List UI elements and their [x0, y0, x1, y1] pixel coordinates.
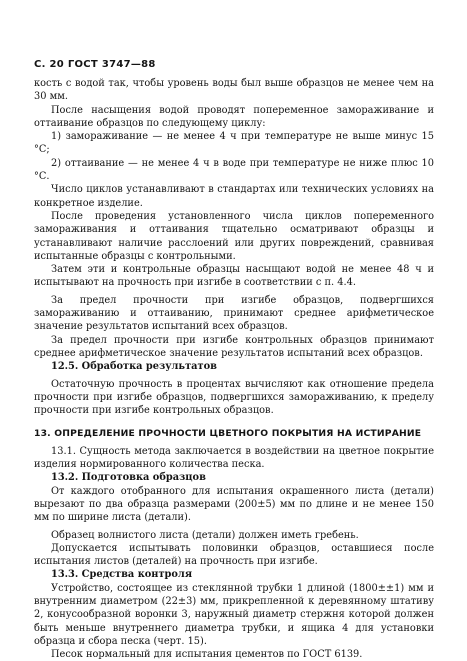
cycle-step-1: 1) замораживание — не менее 4 ч при температуре не выше минус 15 °С; [34, 131, 434, 156]
paragraph-6: За предел прочности при изгибе образцов, подвергшихся замораживанию и оттаиванию, принимают среднее арифметическое значение результатов испытаний всех образцов. [34, 294, 434, 333]
subheading-13-3: 13.3. Средства контроля [51, 569, 193, 581]
paragraph-13-1: 13.1. Сущность метода заключается в воздействии на цветное покрытие изделия нормированного количества песка. [34, 445, 434, 471]
paragraph-5: Затем эти и контрольные образцы насыщают водой не менее 48 ч и испытывают на прочность при изгибе в соответствии с п. 4.4. [34, 264, 434, 289]
section-heading-13: 13. ОПРЕДЕЛЕНИЕ ПРОЧНОСТИ ЦВЕТНОГО ПОКРЫТИЯ НА ИСТИРАНИЕ [34, 428, 422, 440]
paragraph-12: Устройство, состоящее из стеклянной трубки 1 длиной (1800±±1) мм и внутренним диаметром (22±3) мм, прикрепленной к деревянному штативу 2, конусообразной воронки 3, наружный диаметр стержня которой должен быть меньше внутреннего диаметра трубки, и ящика 4 для установки образца и сбора песка (черт. 15). [34, 582, 434, 647]
paragraph-1: кость с водой так, чтобы уровень воды был выше образцов не менее чем на 30 мм. [34, 78, 434, 103]
paragraph-10: Образец волнистого листа (детали) должен иметь гребень. [51, 529, 359, 541]
paragraph-3: Число циклов устанавливают в стандартах или технических условиях на конкретное изделие. [34, 184, 434, 209]
paragraph-4: После проведения установленного числа циклов попеременного замораживания и оттаивания тщательно осматривают образцы и устанавливают наличие расслоений или других повреждений, сравнивая испытанные образцы с контрольными. [34, 210, 434, 262]
cycle-step-2: 2) оттаивание — не менее 4 ч в воде при температуре не ниже плюс 10 °С. [34, 157, 434, 183]
subheading-13-2: 13.2. Подготовка образцов [51, 472, 206, 484]
paragraph-13: Песок нормальный для испытания цементов по ГОСТ 6139. [51, 649, 363, 661]
document-body [34, 77, 434, 661]
paragraph-9: От каждого отобранного для испытания окрашенного листа (детали) вырезают по два образца размерами (200±5) мм по длине и не менее 150 мм по ширине листа (детали). [34, 485, 434, 524]
paragraph-8: Остаточную прочность в процентах вычисляют как отношение предела прочности при изгибе образцов, подвергшихся замораживанию, к пределу прочности при изгибе контрольных образцов. [34, 378, 434, 417]
paragraph-2: После насыщения водой проводят попеременное замораживание и оттаивание образцов по следующему циклу: [34, 104, 434, 129]
paragraph-11: Допускается испытывать половинки образцов, оставшиеся после испытания листов (деталей) на прочность при изгибе. [34, 542, 434, 568]
page-header: С. 20 ГОСТ 3747—88 [34, 59, 156, 70]
subheading-12-5: 12.5. Обработка результатов [51, 361, 217, 373]
paragraph-7: За предел прочности при изгибе контрольных образцов принимают среднее арифметическое значение результатов испытаний всех образцов. [34, 334, 434, 359]
